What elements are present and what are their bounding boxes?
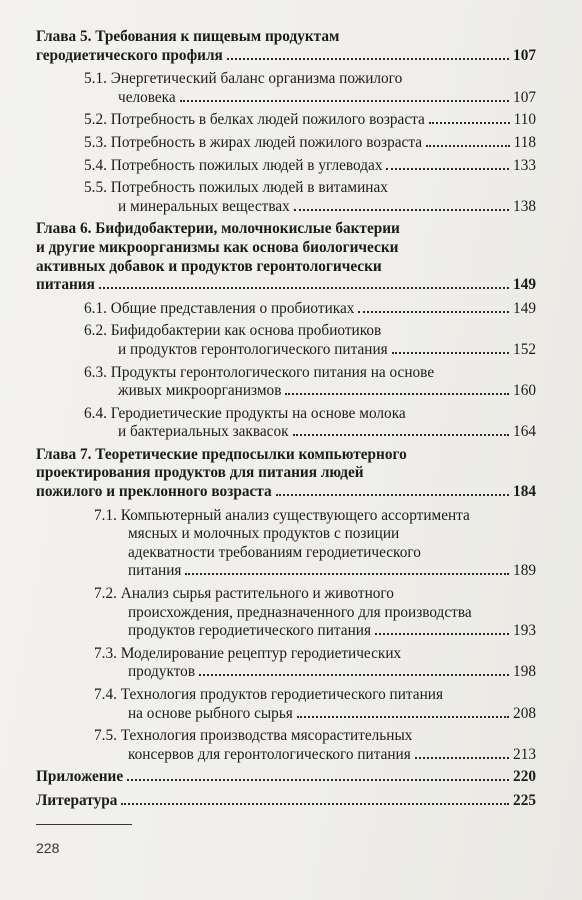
toc-page-number: 164 <box>513 423 536 441</box>
toc-page-number: 193 <box>513 622 536 640</box>
toc-entry-title-line: проектирования продуктов для питания людей <box>36 464 364 482</box>
leader-dots <box>180 99 509 102</box>
toc-entry-title-line: происхождения, предназначенного для производства <box>128 603 472 621</box>
toc-entry-title-last-line: питания <box>128 562 182 580</box>
toc-section-entry <box>36 179 536 216</box>
toc-entry-title-last-line: консервов для геронтологического питания <box>128 745 411 763</box>
toc-page-number: 160 <box>513 382 536 400</box>
toc-entry-title-line: адекватности требованиям геродиетического <box>128 543 421 561</box>
leader-dots <box>276 493 509 496</box>
leader-dots <box>293 433 510 436</box>
toc-section-entry <box>36 111 536 130</box>
table-of-contents <box>36 28 536 816</box>
toc-chapter-entry <box>36 792 536 811</box>
toc-entry-title-last-line: 5.2. Потребность в белках людей пожилого возраста <box>84 111 425 129</box>
toc-page-number: 107 <box>513 88 536 106</box>
leader-dots <box>99 286 509 289</box>
toc-page-number: 133 <box>513 156 536 174</box>
toc-page-number: 149 <box>513 276 536 294</box>
toc-entry-title-last-line: Приложение <box>36 768 124 786</box>
leader-dots <box>429 121 510 124</box>
leader-dots <box>297 715 509 718</box>
toc-entry-title-last-line: геродиетического профиля <box>36 46 223 64</box>
leader-dots <box>199 673 509 676</box>
toc-entry-title-line: активных добавок и продуктов геронтологически <box>36 257 382 275</box>
toc-entry-title-line: мясных и молочных продуктов с позиции <box>128 525 400 543</box>
toc-entry-title-last-line: человека <box>118 88 176 106</box>
toc-entry-title-line: 7.3. Моделирование рецептур геродиетических <box>94 644 402 662</box>
toc-page-number: 220 <box>513 768 536 786</box>
toc-entry-title-line: 7.2. Анализ сырья растительного и животного <box>94 585 394 603</box>
toc-section-entry <box>36 405 536 442</box>
toc-entry-title-line: Глава 5. Требования к пищевым продуктам <box>36 28 340 45</box>
toc-section-entry <box>36 300 536 319</box>
leader-dots <box>375 632 509 635</box>
page-number: 228 <box>36 840 60 856</box>
toc-chapter-entry <box>36 446 536 502</box>
leader-dots <box>294 208 509 211</box>
toc-entry-title-last-line: и минеральных веществах <box>118 197 290 215</box>
footnote-separator <box>36 824 132 825</box>
toc-page-number: 208 <box>513 704 536 722</box>
toc-entry-title-last-line: питания <box>36 276 95 294</box>
leader-dots <box>121 802 509 805</box>
toc-section-entry <box>36 686 536 723</box>
leader-dots <box>127 778 509 781</box>
toc-entry-title-line: Глава 6. Бифидобактерии, молочнокислые бактерии <box>36 220 400 238</box>
toc-section-entry <box>36 585 536 641</box>
leader-dots <box>358 310 509 313</box>
toc-entry-title-line: 7.5. Технология производства мясорастительных <box>94 727 413 745</box>
toc-entry-title-last-line: и бактериальных заквасок <box>118 423 289 441</box>
toc-page-number: 152 <box>513 340 536 358</box>
toc-entry-title-line: 5.5. Потребность пожилых людей в витаминах <box>84 179 388 197</box>
leader-dots <box>415 756 509 759</box>
toc-page-number: 225 <box>513 791 536 809</box>
toc-page-number: 184 <box>513 483 536 501</box>
toc-entry-title-line: 6.2. Бифидобактерии как основа пробиотиков <box>84 322 382 340</box>
toc-chapter-entry <box>36 220 536 294</box>
toc-entry-title-last-line: продуктов <box>128 663 196 681</box>
toc-section-entry <box>36 364 536 401</box>
toc-entry-title-last-line: живых микроорганизмов <box>118 382 282 400</box>
toc-entry-title-last-line: продуктов геродиетического питания <box>128 622 371 640</box>
toc-page-number: 149 <box>513 299 536 317</box>
toc-chapter-entry <box>36 28 536 65</box>
toc-entry-title-line: 7.1. Компьютерный анализ существующего ассортимента <box>94 506 470 524</box>
leader-dots <box>185 572 509 575</box>
leader-dots <box>285 392 509 395</box>
toc-entry-title-last-line: 6.1. Общие представления о пробиотиках <box>84 299 355 317</box>
toc-entry-title-last-line: пожилого и преклонного возраста <box>36 483 272 501</box>
toc-entry-title-line: Глава 7. Теоретические предпосылки компьютерного <box>36 445 407 463</box>
toc-page-number: 107 <box>513 46 536 64</box>
toc-page-number: 138 <box>513 197 536 215</box>
toc-entry-title-line: 6.4. Геродиетические продукты на основе молока <box>84 404 406 422</box>
leader-dots <box>392 351 509 354</box>
leader-dots <box>227 57 509 60</box>
toc-entry-title-line: 5.1. Энергетический баланс организма пожилого <box>84 70 403 88</box>
toc-entry-title-last-line: 5.4. Потребность пожилых людей в углеводах <box>84 156 383 174</box>
toc-entry-title-last-line: и продуктов геронтологического питания <box>118 340 388 358</box>
leader-dots <box>426 144 510 147</box>
toc-entry-title-last-line: Литература <box>36 791 118 809</box>
toc-section-entry <box>36 645 536 682</box>
toc-entry-title-line: 6.3. Продукты геронтологического питания на основе <box>84 363 435 381</box>
toc-section-entry <box>36 322 536 359</box>
toc-section-entry <box>36 157 536 176</box>
toc-section-entry <box>36 507 536 581</box>
toc-chapter-entry <box>36 768 536 787</box>
toc-entry-title-last-line: на основе рыбного сырья <box>128 704 293 722</box>
toc-section-entry <box>36 134 536 153</box>
toc-page-number: 118 <box>513 133 536 151</box>
toc-entry-title-last-line: 5.3. Потребность в жирах людей пожилого возраста <box>84 133 422 151</box>
toc-section-entry <box>36 727 536 764</box>
leader-dots <box>386 167 509 170</box>
toc-entry-title-line: 7.4. Технология продуктов геродиетического питания <box>94 686 443 703</box>
toc-page-number: 213 <box>513 745 536 763</box>
toc-section-entry <box>36 70 536 107</box>
toc-page-number: 198 <box>513 663 536 681</box>
toc-entry-title-line: и другие микроорганизмы как основа биологически <box>36 238 399 256</box>
toc-page-number: 110 <box>513 111 536 129</box>
toc-page-number: 189 <box>513 562 536 580</box>
